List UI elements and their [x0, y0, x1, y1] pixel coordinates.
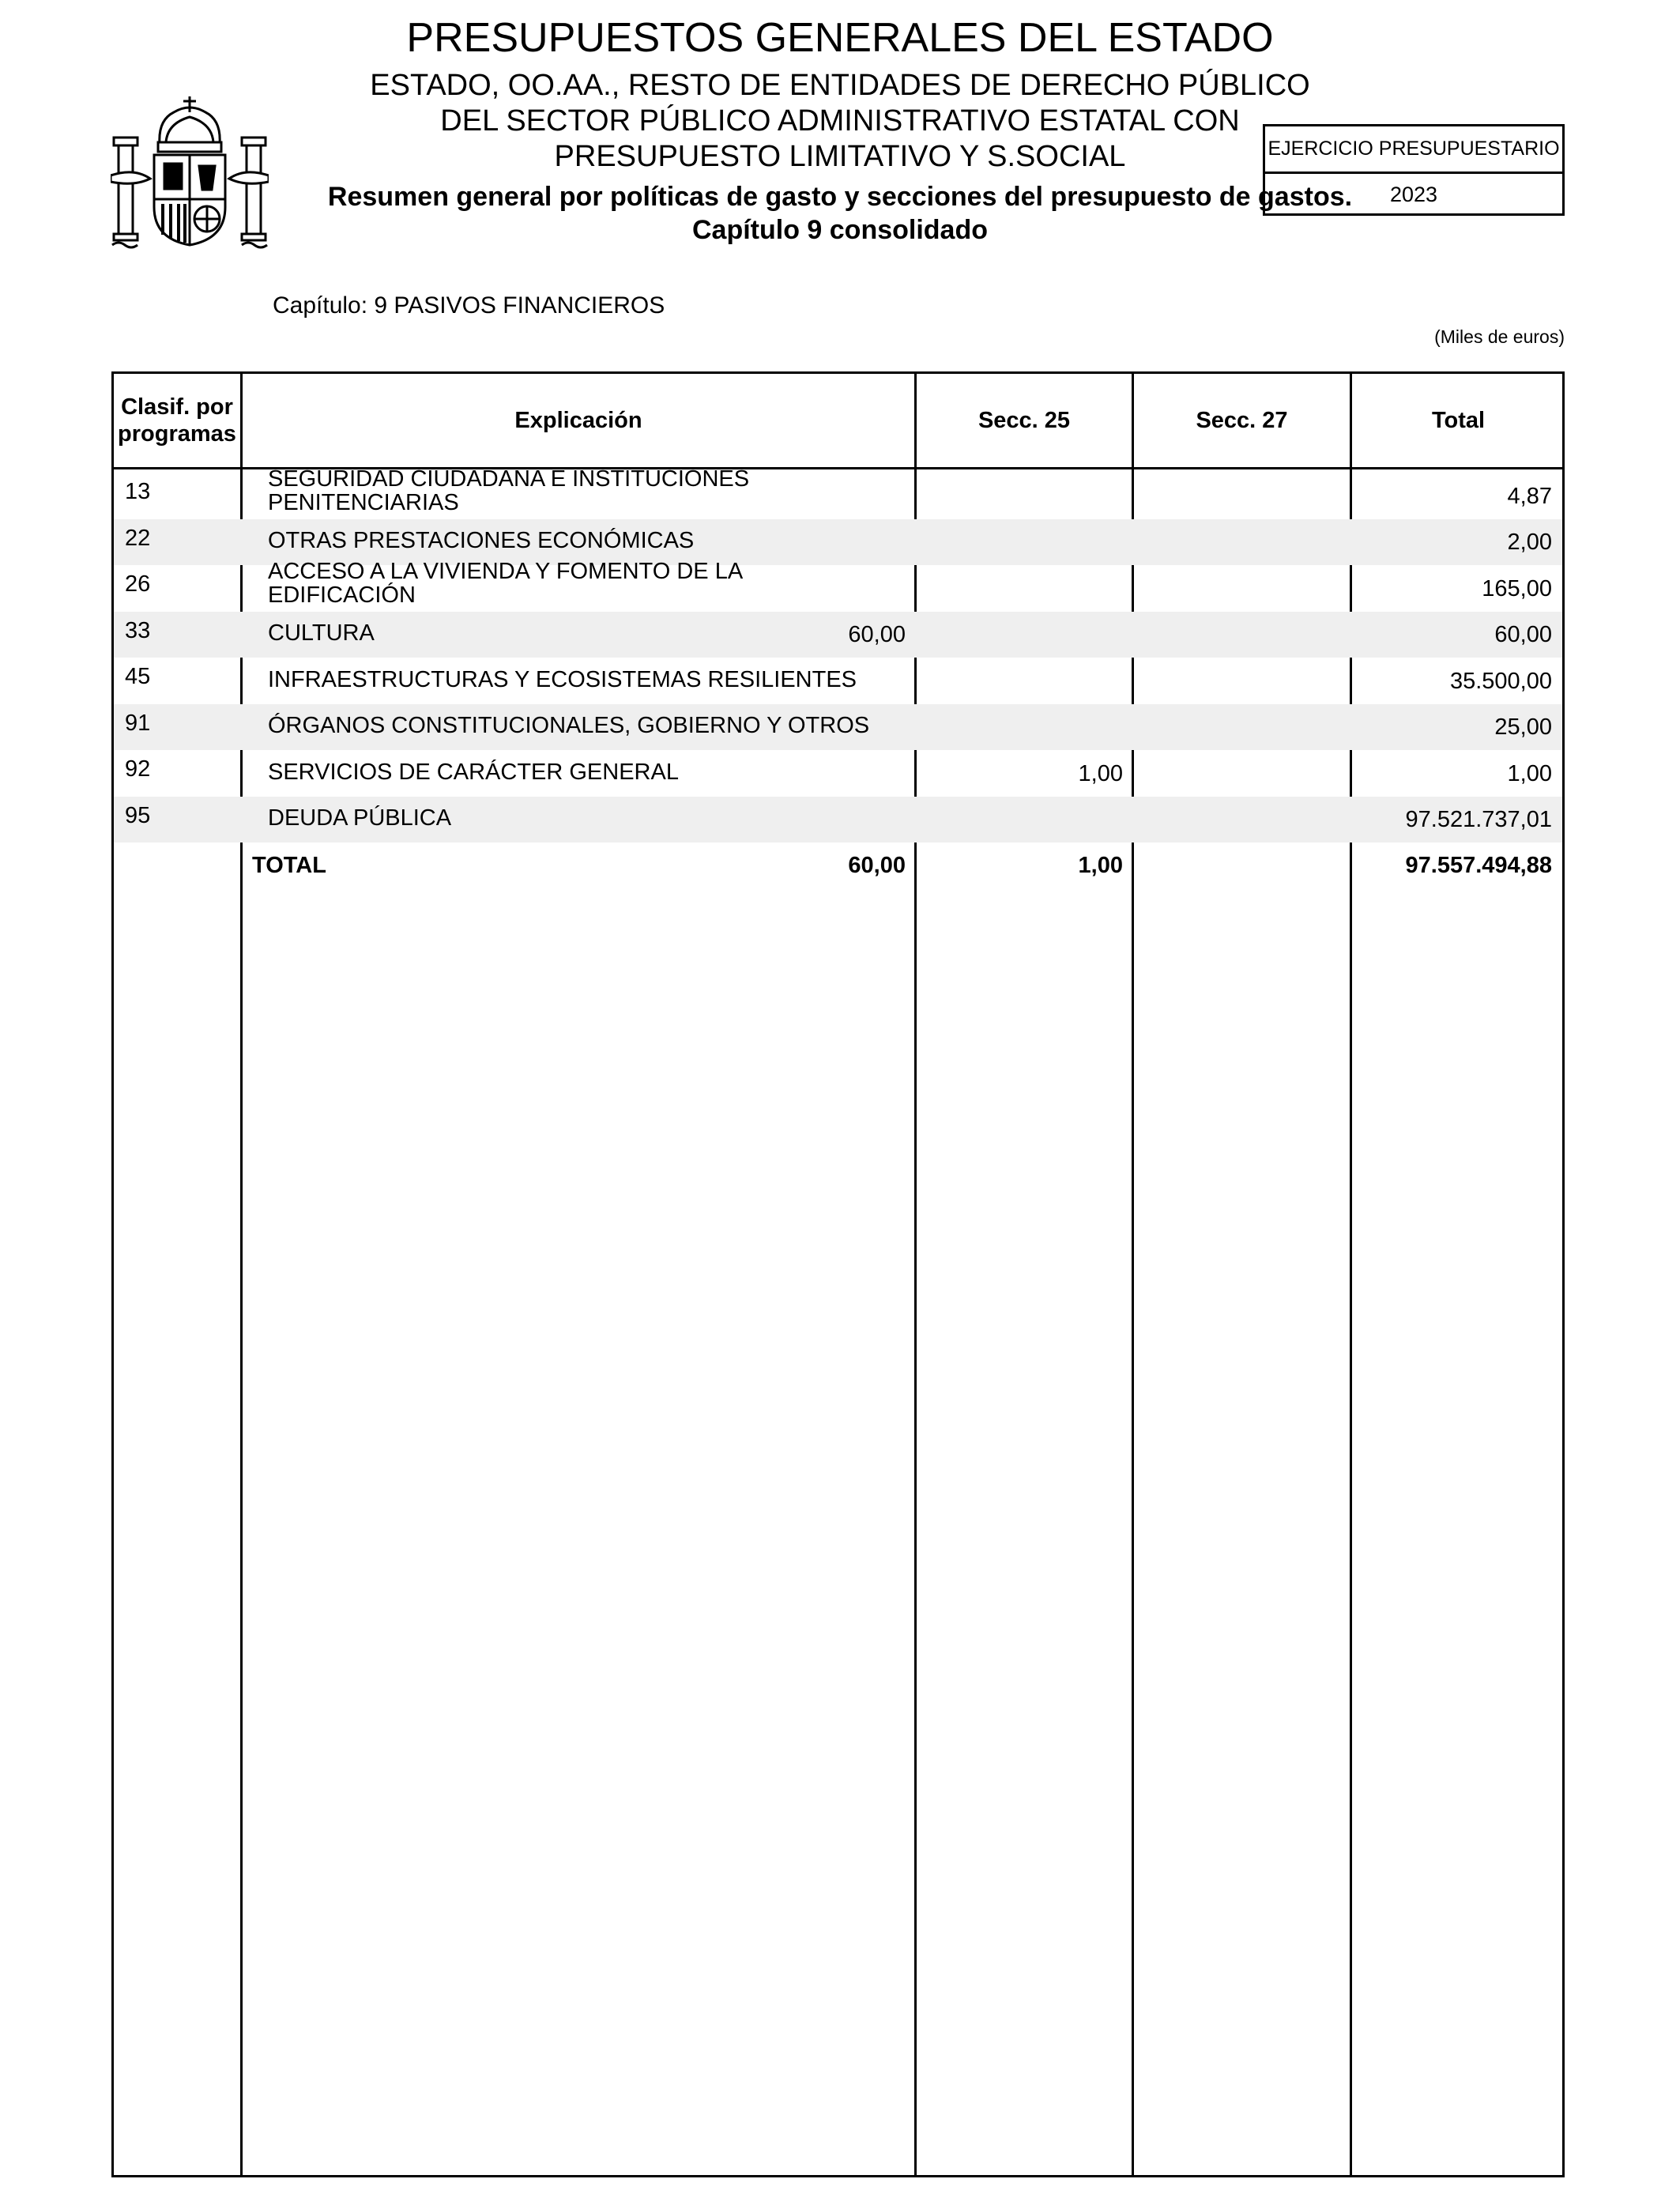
col-header-secc27: Secc. 27 [1196, 408, 1288, 433]
explicacion-line: DEUDA PÚBLICA [268, 805, 452, 831]
row-total: 165,00 [1482, 576, 1552, 601]
row-code: 45 [125, 664, 151, 689]
subtitle-line: PRESUPUESTO LIMITATIVO Y S.SOCIAL [554, 140, 1126, 173]
row-code: 92 [125, 756, 151, 782]
row-explicacion [268, 529, 940, 552]
col-header-explicacion: Explicación [514, 408, 642, 433]
table-row [114, 658, 1562, 704]
row-explicacion [268, 668, 940, 692]
row-explicacion [268, 760, 940, 784]
row-secc27: 1,00 [1078, 761, 1123, 786]
row-code: 26 [125, 571, 151, 597]
total-secc25: 60,00 [848, 853, 906, 878]
row-total: 4,87 [1507, 484, 1552, 509]
table-row [114, 797, 1562, 843]
table-row [114, 559, 1562, 612]
ejercicio-label: EJERCICIO PRESUPUESTARIO [1265, 126, 1562, 174]
total-secc27: 1,00 [1078, 853, 1123, 878]
row-code: 91 [125, 711, 151, 736]
subtitle-line: ESTADO, OO.AA., RESTO DE ENTIDADES DE DERECHO PÚBLICO [370, 69, 1310, 102]
total-row [114, 843, 1562, 888]
row-total: 35.500,00 [1449, 669, 1552, 694]
row-total: 60,00 [1494, 622, 1552, 647]
table-row [114, 704, 1562, 750]
explicacion-line: EDIFICACIÓN [268, 582, 416, 608]
col-header-total: Total [1431, 408, 1486, 433]
row-explicacion [268, 560, 940, 607]
row-code: 13 [125, 479, 151, 504]
summary-line: Capítulo 9 consolidado [691, 215, 989, 245]
explicacion-line: PENITENCIARIAS [268, 490, 459, 515]
table-row [114, 466, 1562, 519]
row-code: 95 [125, 803, 151, 828]
col-header-clasif: Clasif. por programas [118, 394, 236, 447]
explicacion-line: ÓRGANOS CONSTITUCIONALES, GOBIERNO Y OTROS [268, 713, 870, 738]
row-total: 1,00 [1507, 761, 1552, 786]
row-total: 25,00 [1494, 714, 1552, 740]
row-explicacion [268, 467, 940, 515]
explicacion-line: CULTURA [268, 620, 375, 646]
row-explicacion [268, 714, 940, 737]
total-total: 97.557.494,88 [1405, 853, 1552, 878]
total-label: TOTAL [252, 853, 326, 878]
summary-line: Resumen general por políticas de gasto y secciones del presupuesto de gastos. [327, 182, 1353, 212]
row-explicacion [268, 806, 940, 830]
subtitle-line: DEL SECTOR PÚBLICO ADMINISTRATIVO ESTATAL CON [440, 104, 1240, 138]
table-row [114, 612, 1562, 658]
row-code: 33 [125, 618, 151, 643]
row-total: 97.521.737,01 [1405, 807, 1552, 832]
ejercicio-box [1263, 124, 1565, 216]
units-label: (Miles de euros) [1434, 326, 1565, 347]
row-explicacion [268, 621, 940, 645]
table-row [114, 750, 1562, 797]
budget-table [111, 371, 1565, 2177]
chapter-label: Capítulo: 9 PASIVOS FINANCIEROS [273, 292, 665, 319]
ejercicio-year: 2023 [1389, 183, 1438, 206]
row-secc25: 60,00 [848, 622, 906, 647]
explicacion-line: SEGURIDAD CIUDADANA E INSTITUCIONES [268, 466, 750, 492]
explicacion-line: ACCESO A LA VIVIENDA Y FOMENTO DE LA [268, 559, 744, 584]
col-header-secc25: Secc. 25 [977, 408, 1071, 433]
explicacion-line: SERVICIOS DE CARÁCTER GENERAL [268, 760, 679, 785]
page-title: PRESUPUESTOS GENERALES DEL ESTADO [406, 15, 1274, 61]
explicacion-line: INFRAESTRUCTURAS Y ECOSISTEMAS RESILIENTES [268, 667, 857, 692]
explicacion-line: OTRAS PRESTACIONES ECONÓMICAS [268, 528, 695, 553]
row-total: 2,00 [1507, 530, 1552, 555]
row-code: 22 [125, 526, 151, 551]
